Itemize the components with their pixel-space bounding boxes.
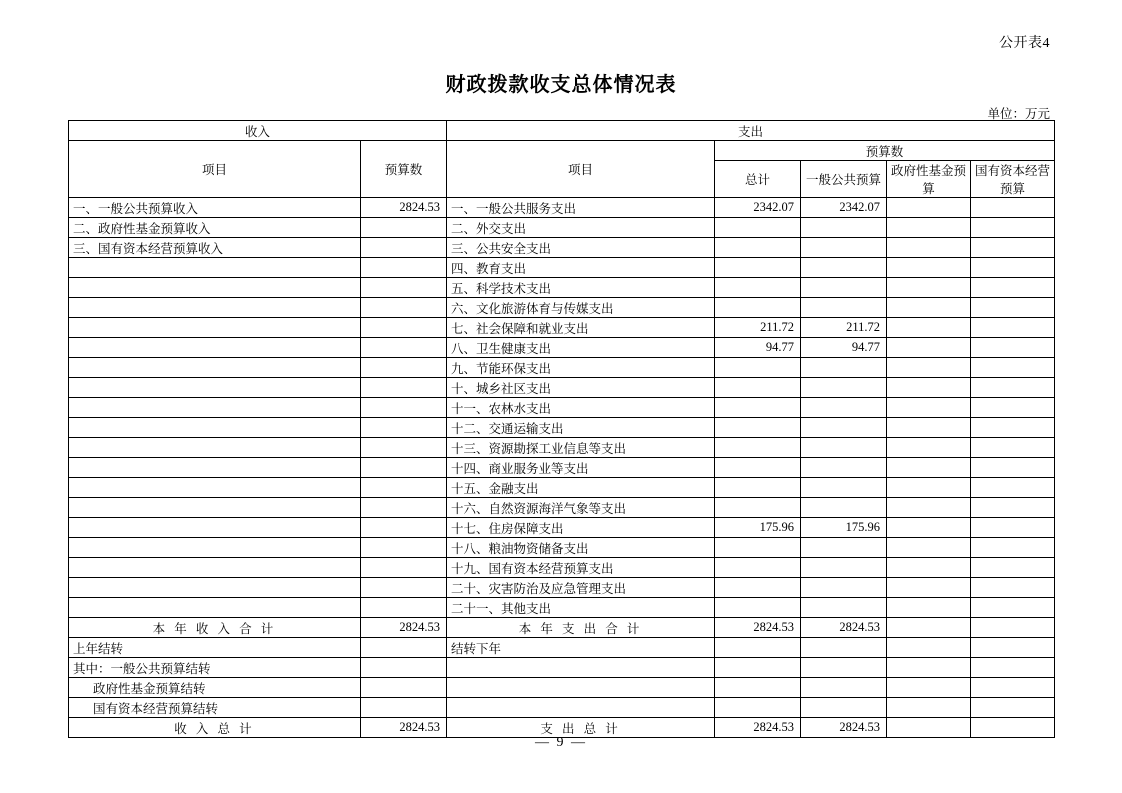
income-item-cell (69, 598, 361, 618)
expense-capital-cell (971, 338, 1055, 358)
income-budget-cell (361, 498, 447, 518)
expense-item-cell: 十七、住房保障支出 (447, 518, 715, 538)
income-budget-cell (361, 458, 447, 478)
summary-expense-fund-cell (887, 638, 971, 658)
expense-total-cell (715, 258, 801, 278)
expense-capital-cell (971, 498, 1055, 518)
expense-capital-cell (971, 418, 1055, 438)
table-row (69, 438, 1055, 458)
expense-item-cell: 十六、自然资源海洋气象等支出 (447, 498, 715, 518)
expense-item-cell: 二十一、其他支出 (447, 598, 715, 618)
expense-general-cell (801, 538, 887, 558)
expense-total-cell (715, 398, 801, 418)
expense-total-cell (715, 458, 801, 478)
expense-item-cell: 十一、农林水支出 (447, 398, 715, 418)
income-item-cell (69, 358, 361, 378)
expense-fund-cell (887, 558, 971, 578)
income-budget-cell (361, 478, 447, 498)
expense-fund-cell (887, 598, 971, 618)
expense-total-cell (715, 498, 801, 518)
income-budget-cell (361, 578, 447, 598)
summary-expense-general-cell: 2824.53 (801, 718, 887, 738)
expense-total-cell (715, 418, 801, 438)
summary-expense-fund-cell (887, 678, 971, 698)
table-group-header-row (69, 121, 1055, 141)
summary-expense-capital-cell (971, 698, 1055, 718)
expense-item-cell: 十四、商业服务业等支出 (447, 458, 715, 478)
table-summary-row (69, 698, 1055, 718)
summary-expense-item-cell: 支 出 总 计 (447, 718, 715, 738)
expense-capital-cell (971, 578, 1055, 598)
expense-fund-cell (887, 298, 971, 318)
expense-item-header: 项目 (447, 141, 715, 198)
income-budget-header: 预算数 (361, 141, 447, 198)
income-budget-cell (361, 238, 447, 258)
summary-expense-item-cell: 结转下年 (447, 638, 715, 658)
expense-group-header: 支出 (447, 121, 1055, 141)
table-summary-row (69, 658, 1055, 678)
income-budget-cell (361, 218, 447, 238)
summary-expense-capital-cell (971, 638, 1055, 658)
expense-fund-cell (887, 278, 971, 298)
income-item-cell: 一、一般公共预算收入 (69, 198, 361, 218)
summary-expense-capital-cell (971, 658, 1055, 678)
income-item-cell (69, 338, 361, 358)
expense-capital-cell (971, 538, 1055, 558)
summary-expense-total-cell (715, 638, 801, 658)
summary-expense-item-cell: 本 年 支 出 合 计 (447, 618, 715, 638)
expense-total-cell (715, 238, 801, 258)
expense-fund-cell (887, 478, 971, 498)
summary-expense-capital-cell (971, 678, 1055, 698)
unit-note: 单位：万元 (987, 107, 1050, 121)
expense-total-cell (715, 378, 801, 398)
table-row (69, 358, 1055, 378)
income-budget-cell: 2824.53 (361, 198, 447, 218)
income-budget-cell (361, 318, 447, 338)
income-budget-cell (361, 378, 447, 398)
expense-total-cell (715, 538, 801, 558)
summary-expense-fund-cell (887, 618, 971, 638)
income-item-cell (69, 478, 361, 498)
expense-capital-cell (971, 518, 1055, 538)
income-item-cell (69, 498, 361, 518)
summary-income-item-cell: 收 入 总 计 (69, 718, 361, 738)
income-item-cell (69, 318, 361, 338)
summary-expense-general-cell (801, 678, 887, 698)
income-item-cell (69, 518, 361, 538)
summary-income-value-cell: 2824.53 (361, 718, 447, 738)
expense-fund-cell (887, 498, 971, 518)
summary-income-item-cell: 上年结转 (69, 638, 361, 658)
income-item-cell (69, 418, 361, 438)
summary-income-item-cell: 政府性基金预算结转 (69, 678, 361, 698)
expense-capital-cell (971, 198, 1055, 218)
expense-total-cell (715, 578, 801, 598)
table-row (69, 318, 1055, 338)
expense-total-cell (715, 478, 801, 498)
expense-general-cell: 211.72 (801, 318, 887, 338)
income-item-cell (69, 398, 361, 418)
expense-total-cell: 2342.07 (715, 198, 801, 218)
income-item-cell (69, 378, 361, 398)
expense-fund-cell (887, 518, 971, 538)
expense-budget-group-header: 预算数 (715, 141, 1055, 161)
expense-item-cell: 八、卫生健康支出 (447, 338, 715, 358)
summary-income-value-cell: 2824.53 (361, 618, 447, 638)
expense-item-cell: 十五、金融支出 (447, 478, 715, 498)
summary-expense-total-cell (715, 698, 801, 718)
table-row (69, 278, 1055, 298)
expense-total-cell (715, 218, 801, 238)
summary-expense-total-cell: 2824.53 (715, 718, 801, 738)
income-item-cell (69, 458, 361, 478)
summary-expense-general-cell (801, 638, 887, 658)
expense-fund-cell (887, 238, 971, 258)
expense-total-cell (715, 278, 801, 298)
expense-item-cell: 十二、交通运输支出 (447, 418, 715, 438)
expense-total-cell (715, 298, 801, 318)
expense-fund-cell (887, 458, 971, 478)
income-budget-cell (361, 438, 447, 458)
expense-total-cell (715, 598, 801, 618)
expense-item-cell: 五、科学技术支出 (447, 278, 715, 298)
expense-capital-cell (971, 378, 1055, 398)
table-row (69, 498, 1055, 518)
expense-capital-cell (971, 398, 1055, 418)
expense-capital-cell (971, 318, 1055, 338)
expense-general-cell (801, 238, 887, 258)
income-budget-cell (361, 398, 447, 418)
expense-item-cell: 十、城乡社区支出 (447, 378, 715, 398)
expense-general-cell: 2342.07 (801, 198, 887, 218)
expense-fund-cell (887, 438, 971, 458)
expense-general-cell: 175.96 (801, 518, 887, 538)
expense-fund-cell (887, 318, 971, 338)
government-fund-budget-header: 政府性基金预算 (887, 161, 971, 198)
summary-expense-total-cell (715, 658, 801, 678)
income-budget-cell (361, 518, 447, 538)
income-item-header: 项目 (69, 141, 361, 198)
expense-total-cell: 94.77 (715, 338, 801, 358)
expense-general-cell (801, 598, 887, 618)
table-summary-row (69, 678, 1055, 698)
budget-table (68, 120, 1055, 738)
page-title: 财政拨款收支总体情况表 (445, 74, 677, 96)
table-row (69, 598, 1055, 618)
summary-expense-general-cell (801, 698, 887, 718)
table-row (69, 238, 1055, 258)
expense-capital-cell (971, 478, 1055, 498)
summary-expense-fund-cell (887, 658, 971, 678)
expense-fund-cell (887, 578, 971, 598)
expense-general-cell (801, 358, 887, 378)
summary-expense-total-cell: 2824.53 (715, 618, 801, 638)
table-row (69, 198, 1055, 218)
expense-general-cell (801, 478, 887, 498)
income-item-cell (69, 578, 361, 598)
summary-expense-item-cell (447, 658, 715, 678)
table-row (69, 258, 1055, 278)
expense-capital-cell (971, 258, 1055, 278)
table-summary-row (69, 618, 1055, 638)
summary-income-item-cell: 本 年 收 入 合 计 (69, 618, 361, 638)
summary-expense-item-cell (447, 678, 715, 698)
income-item-cell (69, 258, 361, 278)
expense-fund-cell (887, 358, 971, 378)
income-group-header: 收入 (69, 121, 447, 141)
expense-capital-cell (971, 278, 1055, 298)
summary-expense-total-cell (715, 678, 801, 698)
expense-capital-cell (971, 558, 1055, 578)
expense-total-cell (715, 358, 801, 378)
summary-income-value-cell (361, 698, 447, 718)
expense-general-cell (801, 298, 887, 318)
expense-general-cell (801, 558, 887, 578)
summary-expense-capital-cell (971, 618, 1055, 638)
expense-item-cell: 一、一般公共服务支出 (447, 198, 715, 218)
expense-capital-cell (971, 598, 1055, 618)
table-summary-row (69, 638, 1055, 658)
expense-item-cell: 九、节能环保支出 (447, 358, 715, 378)
expense-item-cell: 二、外交支出 (447, 218, 715, 238)
expense-fund-cell (887, 538, 971, 558)
expense-fund-cell (887, 198, 971, 218)
table-row (69, 538, 1055, 558)
summary-income-value-cell (361, 678, 447, 698)
total-header: 总计 (715, 161, 801, 198)
table-subheader-row (69, 141, 1055, 161)
expense-item-cell: 十三、资源勘探工业信息等支出 (447, 438, 715, 458)
income-budget-cell (361, 298, 447, 318)
income-budget-cell (361, 538, 447, 558)
table-row (69, 338, 1055, 358)
income-budget-cell (361, 278, 447, 298)
expense-capital-cell (971, 358, 1055, 378)
income-budget-cell (361, 558, 447, 578)
page-number: — 9 — (535, 735, 587, 750)
expense-fund-cell (887, 418, 971, 438)
table-row (69, 378, 1055, 398)
summary-income-value-cell (361, 638, 447, 658)
income-budget-cell (361, 258, 447, 278)
income-budget-cell (361, 598, 447, 618)
expense-general-cell: 94.77 (801, 338, 887, 358)
income-item-cell (69, 298, 361, 318)
table-row (69, 558, 1055, 578)
expense-item-cell: 三、公共安全支出 (447, 238, 715, 258)
table-row (69, 478, 1055, 498)
summary-income-item-cell: 国有资本经营预算结转 (69, 698, 361, 718)
expense-general-cell (801, 398, 887, 418)
table-row (69, 578, 1055, 598)
income-item-cell: 二、政府性基金预算收入 (69, 218, 361, 238)
expense-general-cell (801, 498, 887, 518)
summary-expense-fund-cell (887, 698, 971, 718)
expense-fund-cell (887, 378, 971, 398)
income-item-cell: 三、国有资本经营预算收入 (69, 238, 361, 258)
expense-fund-cell (887, 398, 971, 418)
expense-general-cell (801, 578, 887, 598)
table-row (69, 298, 1055, 318)
expense-fund-cell (887, 338, 971, 358)
expense-general-cell (801, 378, 887, 398)
income-budget-cell (361, 358, 447, 378)
form-number-label: 公开表4 (999, 36, 1050, 51)
table-row (69, 398, 1055, 418)
expense-capital-cell (971, 458, 1055, 478)
expense-item-cell: 十九、国有资本经营预算支出 (447, 558, 715, 578)
expense-total-cell: 175.96 (715, 518, 801, 538)
expense-general-cell (801, 258, 887, 278)
summary-income-value-cell (361, 658, 447, 678)
expense-general-cell (801, 458, 887, 478)
expense-item-cell: 六、文化旅游体育与传媒支出 (447, 298, 715, 318)
summary-expense-general-cell (801, 658, 887, 678)
state-capital-budget-header: 国有资本经营预算 (971, 161, 1055, 198)
summary-expense-general-cell: 2824.53 (801, 618, 887, 638)
summary-income-item-cell: 其中：一般公共预算结转 (69, 658, 361, 678)
income-budget-cell (361, 418, 447, 438)
expense-general-cell (801, 218, 887, 238)
expense-general-cell (801, 418, 887, 438)
expense-item-cell: 二十、灾害防治及应急管理支出 (447, 578, 715, 598)
summary-expense-item-cell (447, 698, 715, 718)
income-item-cell (69, 278, 361, 298)
expense-fund-cell (887, 218, 971, 238)
expense-total-cell (715, 438, 801, 458)
expense-capital-cell (971, 218, 1055, 238)
income-item-cell (69, 558, 361, 578)
income-item-cell (69, 538, 361, 558)
expense-item-cell: 七、社会保障和就业支出 (447, 318, 715, 338)
expense-item-cell: 十八、粮油物资储备支出 (447, 538, 715, 558)
table-row (69, 418, 1055, 438)
expense-general-cell (801, 438, 887, 458)
expense-fund-cell (887, 258, 971, 278)
income-budget-cell (361, 338, 447, 358)
table-row (69, 218, 1055, 238)
income-item-cell (69, 438, 361, 458)
expense-capital-cell (971, 238, 1055, 258)
expense-general-cell (801, 278, 887, 298)
table-row (69, 458, 1055, 478)
table-row (69, 518, 1055, 538)
expense-total-cell (715, 558, 801, 578)
expense-item-cell: 四、教育支出 (447, 258, 715, 278)
expense-capital-cell (971, 298, 1055, 318)
expense-capital-cell (971, 438, 1055, 458)
expense-total-cell: 211.72 (715, 318, 801, 338)
general-public-budget-header: 一般公共预算 (801, 161, 887, 198)
